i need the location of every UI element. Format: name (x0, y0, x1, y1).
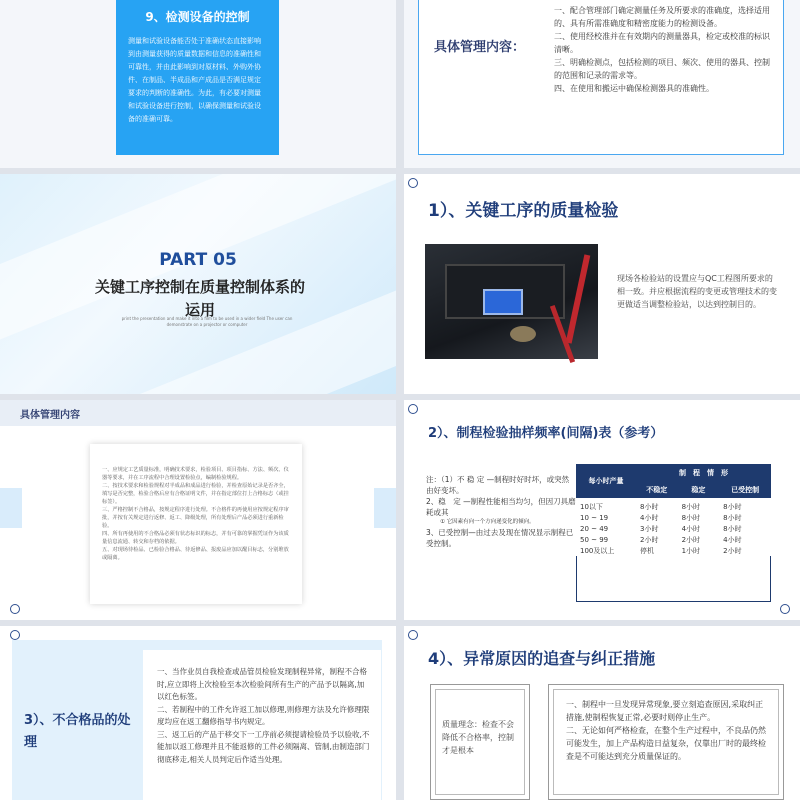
table-cell: 4小时 (681, 524, 701, 533)
slide8-title: 4）、异常原因的追查与纠正措施 (428, 649, 656, 668)
section-subtitle: print the presentation and make it into a film to be used in a wider field The user can demonstrate on a projector or computer (121, 316, 293, 327)
notes-block (426, 474, 576, 549)
slide-thumbnail-2[interactable] (404, 0, 800, 168)
table-cell: 100及以上 (580, 546, 615, 555)
list-item: 一、应规定工艺质量标准，明确技术要求，检验项目、项目指标、方法、频次、仪器等要求，并在工序流程中合理设置检验点，编制检验规程。 (102, 467, 289, 481)
table-cell: 8小时 (681, 513, 701, 522)
table-cell: 8小时 (723, 503, 742, 511)
slide-thumbnail-5[interactable] (0, 400, 396, 620)
note-line: 3、已受控制—由过去及现在情况显示制程已受控制。 (426, 528, 574, 548)
slide1-body: 测量和试验设备能否处于准确状态直接影响到由测量获得的质量数据和信息的准确性和可靠性，并由此影响到对原材料、外购外协件、在制品、半成品和产成品是否满足规定要求的判断的准确性。为此，有必要对测量和试验设备进行控制，以确保测量和试验设备的准确可靠。 (128, 37, 261, 123)
table-cell: 50 ~ 99 (580, 535, 609, 544)
content-card (90, 444, 302, 604)
decor-edge (374, 488, 396, 528)
detection-equipment-box (116, 0, 279, 155)
list-item: 二、按技术要求和检验规程对半成品和成品进行检验，并检查原始记录是否齐全，填写是否完整，检验合格后应有合格证明文件，并在指定部位打上合格标志（或挂标签）。 (102, 483, 289, 505)
sampling-table (576, 464, 771, 556)
table-row (576, 534, 771, 545)
sub-header: 已受控制 (719, 481, 771, 498)
terminal-bolt (510, 326, 536, 342)
content-card (143, 650, 381, 800)
table-cell: 10 ~ 19 (580, 513, 609, 522)
slide-nav-circle[interactable] (408, 178, 418, 188)
table-row (576, 498, 771, 512)
list-item: 五、对现场待检品、已检验合格品、待返修品、报废品应加以醒目标志，分别堆放或隔离。 (102, 547, 289, 561)
table-cell: 8小时 (640, 503, 659, 511)
list-item: 四、所有再使用的不合格品必须有状态标识的标志，并有可靠的掌握凭证作为该质量信息流通、转交和存档的依据。 (102, 531, 289, 545)
slide2-list (554, 4, 774, 95)
slide4-desc: 现场各检验站的设置应与QC工程图所要求的相一致。并应根据流程的变更或管理技术的变更做适当调整检验站，以达到控制目的。 (617, 274, 777, 309)
slide7-title: 3）、不合格品的处理 (24, 713, 131, 750)
note-line: 2、稳 定 —制程性能相当均匀，但因刀具磨耗或其 (426, 497, 576, 517)
group-header: 制 程 情 形 (636, 464, 771, 481)
battery-photo (425, 244, 598, 359)
indicator-screen (483, 289, 523, 315)
list-item: 一、当作业员自我检查或品管员检验发现制程异常，制程不合格时,应立即将上次检验至本次检验间所有生产的产品予以隔离,加以红色标签。 (157, 667, 367, 701)
section-title: 关键工序控制在质量控制体系的运用 (95, 278, 306, 319)
table-cell: 8小时 (681, 503, 701, 511)
table-cell: 停机 (640, 546, 654, 555)
table-row (576, 545, 771, 556)
table-cell: 8小时 (723, 524, 742, 533)
header-bar (0, 400, 396, 426)
table-row (576, 523, 771, 534)
table-cell: 2小时 (723, 546, 742, 555)
table-cell: 10以下 (580, 503, 603, 511)
sub-header: 不稳定 (636, 481, 678, 498)
slide-thumbnail-1[interactable] (0, 0, 396, 168)
slide-nav-circle[interactable] (408, 630, 418, 640)
list-item: 一、配合管理部门确定测量任务及所要求的准确度，选择适用的、具有所需准确度和精密度能力的检测设备。 (554, 6, 770, 28)
list-item: 一、制程中一旦发现异常现象,要立刻追查原因,采取纠正措施,使制程恢复正常,必要时则停止生产。 (566, 700, 764, 722)
note-line: 注：（1）不 稳 定 —制程时好时坏，或突然由好变坏。 (426, 475, 570, 495)
slide-nav-circle[interactable] (10, 604, 20, 614)
list-item: 二、无论如何严格检查，在整个生产过程中，不良品仍然可能发生，加上产品构造日益复杂，仅靠出厂时的最终检查是不可能达到充分质量保证的。 (566, 726, 766, 761)
table-cell: 3小时 (640, 524, 659, 533)
table-cell: 4小时 (723, 535, 742, 544)
table-cell: 2小时 (640, 535, 659, 544)
red-wire (566, 254, 591, 343)
col-header: 每小时产量 (576, 464, 636, 498)
part-label: PART 05 (159, 250, 237, 270)
list-item: 三、明确检测点，包括检测的项目、频次、使用的器具、控制的范围和记录的需求等。 (554, 58, 770, 80)
table-cell: 8小时 (723, 513, 742, 522)
decor-edge (0, 488, 22, 528)
slide1-title: 9、检测设备的控制 (145, 10, 250, 24)
table-cell: 1小时 (681, 546, 701, 555)
slide-nav-circle[interactable] (10, 630, 20, 640)
list-item: 三、返工后的产品于移交下一工序前必须提请检验员予以验收,不能加以返工修理并且不能返修的工件必须隔离、管制,由制造部门彻底移走,相关人员判定后作适当处理。 (157, 729, 370, 764)
table-row (576, 512, 771, 523)
slide-thumbnail-7[interactable] (0, 626, 396, 800)
slide-thumbnail-8[interactable] (404, 626, 800, 800)
list-item: 四、在使用和搬运中确保检测器具的准确性。 (554, 84, 714, 93)
note-line: ① 它因素有向一个方向递变化的倾向。 (440, 519, 535, 525)
sub-header: 稳定 (678, 481, 720, 498)
table-cell: 4小时 (640, 513, 659, 522)
measures-list (553, 689, 779, 795)
list-item: 二、使用经校准并在有效期内的测量器具，检定或校准的标识清晰。 (554, 32, 770, 54)
table-cell: 2小时 (681, 535, 701, 544)
list-item: 三、严格控制不合格品，按规定程序进行处理。不合格件的再使用应按规定程序审批，并按有关规定进行返修、返工、降级处理，所有处理后产品必须进行重新检验。 (102, 507, 289, 529)
slide-thumbnail-3[interactable] (0, 174, 396, 394)
slide2-label: 具体管理内容： (434, 40, 526, 55)
slide-thumbnail-4[interactable] (404, 174, 800, 394)
slide-nav-circle[interactable] (780, 604, 790, 614)
slide-thumbnail-6[interactable] (404, 400, 800, 620)
concept-box (430, 684, 530, 800)
concept-text: 质量理念：检查不会降低不合格率，控制才是根本 (435, 689, 525, 795)
slide6-title: 2）、制程检验抽样频率(间隔)表（参考） (428, 426, 664, 441)
slide5-header: 具体管理内容 (20, 410, 80, 421)
measures-box (548, 684, 784, 800)
slide-nav-circle[interactable] (408, 404, 418, 414)
slide4-title: 1）、关键工序的质量检验 (428, 201, 619, 221)
list-item: 二、若制程中的工件允许返工加以修理,则修理方法及允许修理限度均应在返工翻修指导书内规定。 (157, 704, 370, 726)
table-cell: 20 ~ 49 (580, 524, 609, 533)
